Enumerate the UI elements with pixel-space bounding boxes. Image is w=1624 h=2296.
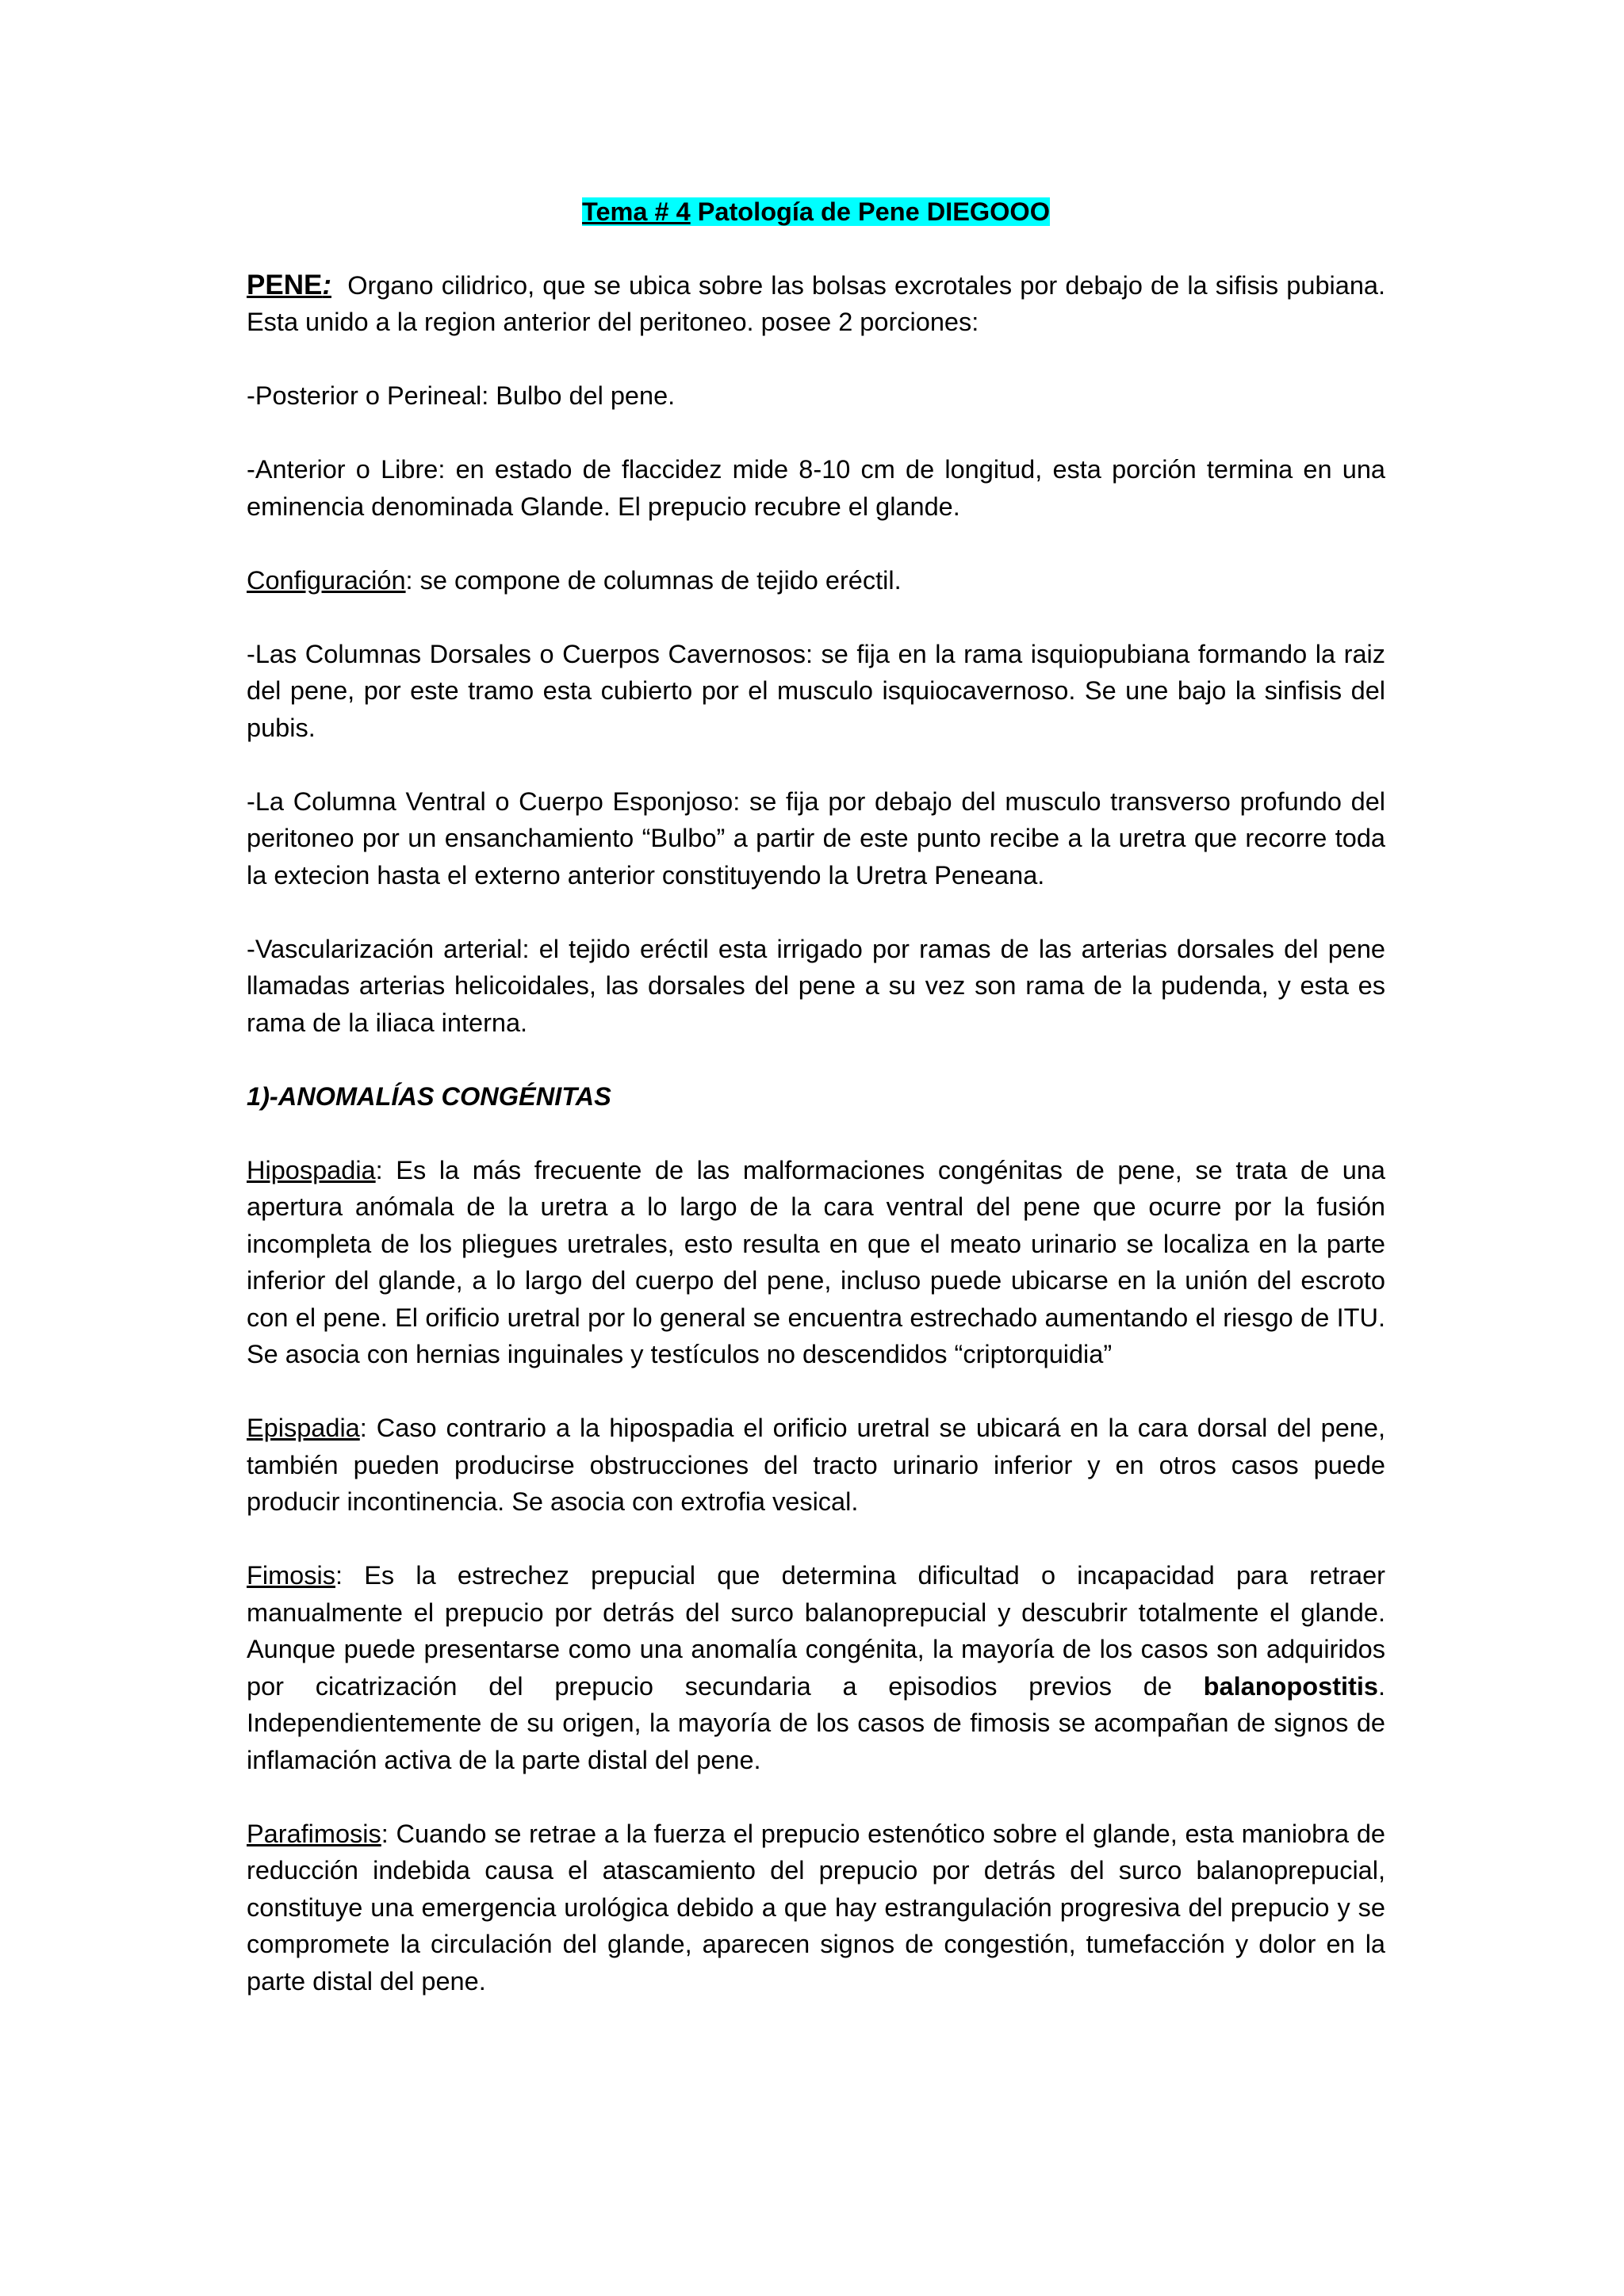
title-highlight (582, 197, 1050, 226)
title-topic-number: Tema # 4 (582, 197, 691, 226)
fimosis-paragraph (247, 1557, 1385, 1778)
configuracion-label: Configuración (247, 565, 406, 595)
pene-paragraph (247, 267, 1385, 341)
parafimosis-text: : Cuando se retrae a la fuerza el prepucio estenótico sobre el glande, esta maniobra de reducción indebida causa el atascamiento del prepucio por detrás del surco balanoprepucial, constituye una emergencia urológica debido a que hay estrangulación progresiva del prepucio y se compromete la circulación del glande, aparecen signos de congestión, tumefacción y dolor en la parte distal del pene. (247, 1819, 1385, 1996)
columna-ventral-paragraph: -La Columna Ventral o Cuerpo Esponjoso: se fija por debajo del musculo transverso profundo del peritoneo por un ensanchamiento “Bulbo” a partir de este punto recibe a la uretra que recorre toda la extecion hasta el externo anterior constituyendo la Uretra Peneana. (247, 786, 1385, 890)
columnas-dorsales-paragraph: -Las Columnas Dorsales o Cuerpos Cavernosos: se fija en la rama isquiopubiana formando la raiz del pene, por este tramo esta cubierto por el musculo isquiocavernoso. Se une bajo la sinfisis del pubis. (247, 639, 1385, 742)
configuracion-paragraph (247, 562, 1385, 599)
fimosis-text-1: : Es la estrechez prepucial que determina dificultad o incapacidad para retraer manualmente el prepucio por detrás del surco balanoprepucial y descubrir totalmente el glande. Aunque puede presentarse como una anomalía congénita, la mayoría de los casos son adquiridos por cicatrización del prepucio secundaria a episodios previos de (247, 1561, 1385, 1701)
vascularizacion-paragraph: -Vascularización arterial: el tejido eréctil esta irrigado por ramas de las arterias dorsales del pene llamadas arterias helicoidales, las dorsales del pene a su vez son rama de la pudenda, y esta es rama de la iliaca interna. (247, 934, 1385, 1037)
hipospadia-label: Hipospadia (247, 1155, 376, 1184)
fimosis-text-2: . Independientemente de su origen, la mayoría de los casos de fimosis se acompañan de signos de inflamación activa de la parte distal del pene. (247, 1671, 1385, 1774)
pene-heading: PENE (247, 269, 323, 300)
configuracion-text: : se compone de columnas de tejido eréctil. (405, 565, 902, 595)
epispadia-paragraph (247, 1410, 1385, 1521)
hipospadia-paragraph (247, 1152, 1385, 1373)
epispadia-text: : Caso contrario a la hipospadia el orificio uretral se ubicará en la cara dorsal del pene, también pueden producirse obstrucciones del tracto urinario inferior y en otros casos puede producir incontinencia. Se asocia con extrofia vesical. (247, 1414, 1385, 1516)
fimosis-label: Fimosis (247, 1561, 335, 1590)
parafimosis-paragraph (247, 1816, 1385, 2000)
parafimosis-label: Parafimosis (247, 1819, 381, 1848)
title-topic-name: Patología de Pene DIEGOOO (697, 197, 1050, 226)
section-heading-anomalias: 1)-ANOMALÍAS CONGÉNITAS (247, 1081, 611, 1111)
hipospadia-text: : Es la más frecuente de las malformaciones congénitas de pene, se trata de una apertura anómala de la uretra a lo largo de la cara ventral del pene que ocurre por la fusión incompleta de los pliegues uretrales, esto resulta en que el meato urinario se localiza en la parte inferior del glande, a lo largo del cuerpo del pene, incluso puede ubicarse en la unión del escroto con el pene. El orificio uretral por lo general se encuentra estrechado aumentando el riesgo de ITU. Se asocia con hernias inguinales y testículos no descendidos “criptorquidia” (247, 1155, 1385, 1368)
posterior-paragraph: -Posterior o Perineal: Bulbo del pene. (247, 381, 676, 410)
anterior-paragraph: -Anterior o Libre: en estado de flaccidez mide 8-10 cm de longitud, esta porción termina en una eminencia denominada Glande. El prepucio recubre el glande. (247, 455, 1385, 521)
document-title (247, 193, 1385, 231)
fimosis-bold-term: balanopostitis (1203, 1671, 1378, 1701)
epispadia-label: Epispadia (247, 1414, 360, 1442)
pene-heading-colon: : (322, 269, 331, 300)
pene-text: Organo cilidrico, que se ubica sobre las bolsas excrotales por debajo de la sifisis pubiana. Esta unido a la region anterior del peritoneo. posee 2 porciones: (247, 270, 1385, 336)
document-body (247, 193, 1385, 2037)
